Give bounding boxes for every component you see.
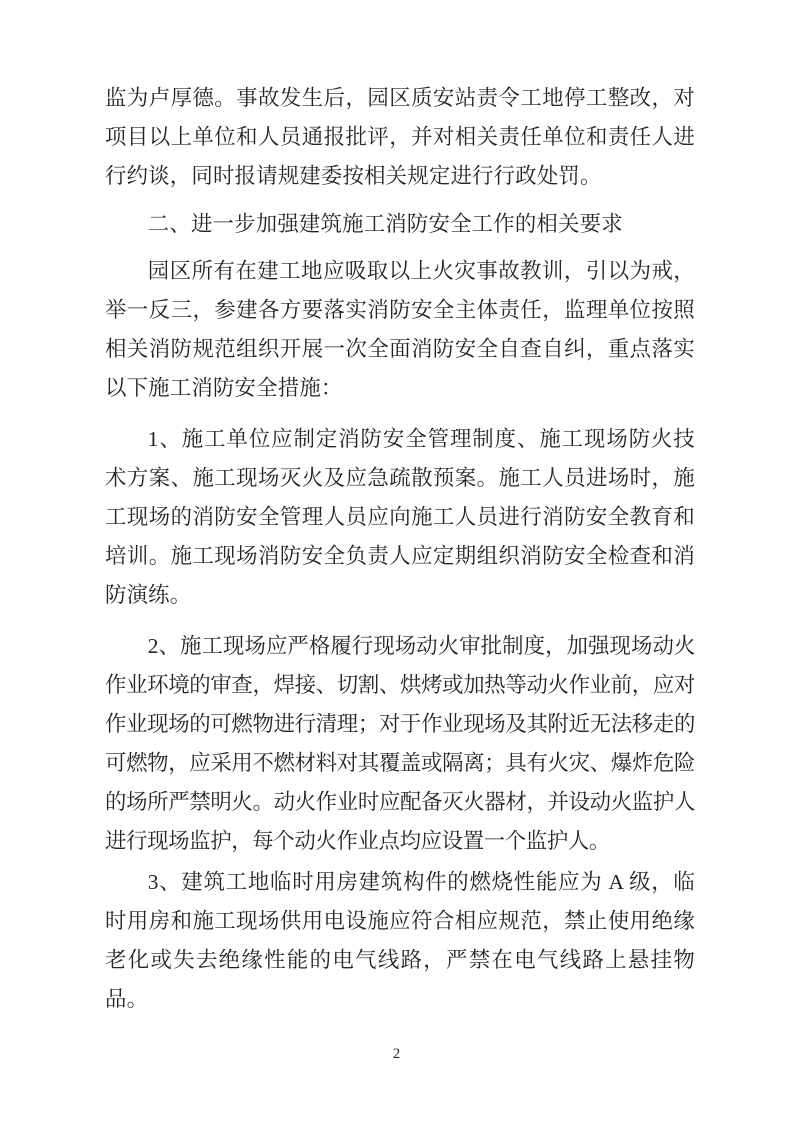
paragraph-continuation: 监为卢厚德。事故发生后，园区质安站责令工地停工整改，对项目以上单位和人员通报批评，并对相关责任单位和责任人进行约谈，同时报请规建委按相关规定进行行政处罚。 <box>105 86 695 188</box>
page-number: 2 <box>392 1046 401 1062</box>
document-body <box>105 79 695 1019</box>
paragraph-measure-2: 2、施工现场应严格履行现场动火审批制度，加强现场动火作业环境的审查，焊接、切割、烘烤或加热等动火作业前，应对作业现场的可燃物进行清理；对于作业现场及其附近无法移走的可燃物，应采用不燃材料对其覆盖或隔离；具有火灾、爆炸危险的场所严禁明火。动火作业时应配备灭火器材，并设动火监护人进行现场监护，每个动火作业点均应设置一个监护人。 <box>105 634 695 853</box>
paragraph-intro: 园区所有在建工地应吸取以上火灾事故教训，引以为戒，举一反三，参建各方要落实消防安全主体责任，监理单位按照相关消防规范组织开展一次全面消防安全自查自纠，重点落实以下施工消防安全措施： <box>105 259 695 400</box>
section-heading: 二、进一步加强建筑施工消防安全工作的相关要求 <box>147 212 623 236</box>
paragraph-measure-3: 3、建筑工地临时用房建筑构件的燃烧性能应为 A 级，临时用房和施工现场供用电设施应符合相应规范，禁止使用绝缘老化或失去绝缘性能的电气线路，严禁在电气线路上悬挂物品。 <box>105 870 695 1011</box>
paragraph-measure-1: 1、施工单位应制定消防安全管理制度、施工现场防火技术方案、施工现场灭火及应急疏散预案。施工人员进场时，施工现场的消防安全管理人员应向施工人员进行消防安全教育和培训。施工现场消防安全负责人应定期组织消防安全检查和消防演练。 <box>105 427 695 607</box>
